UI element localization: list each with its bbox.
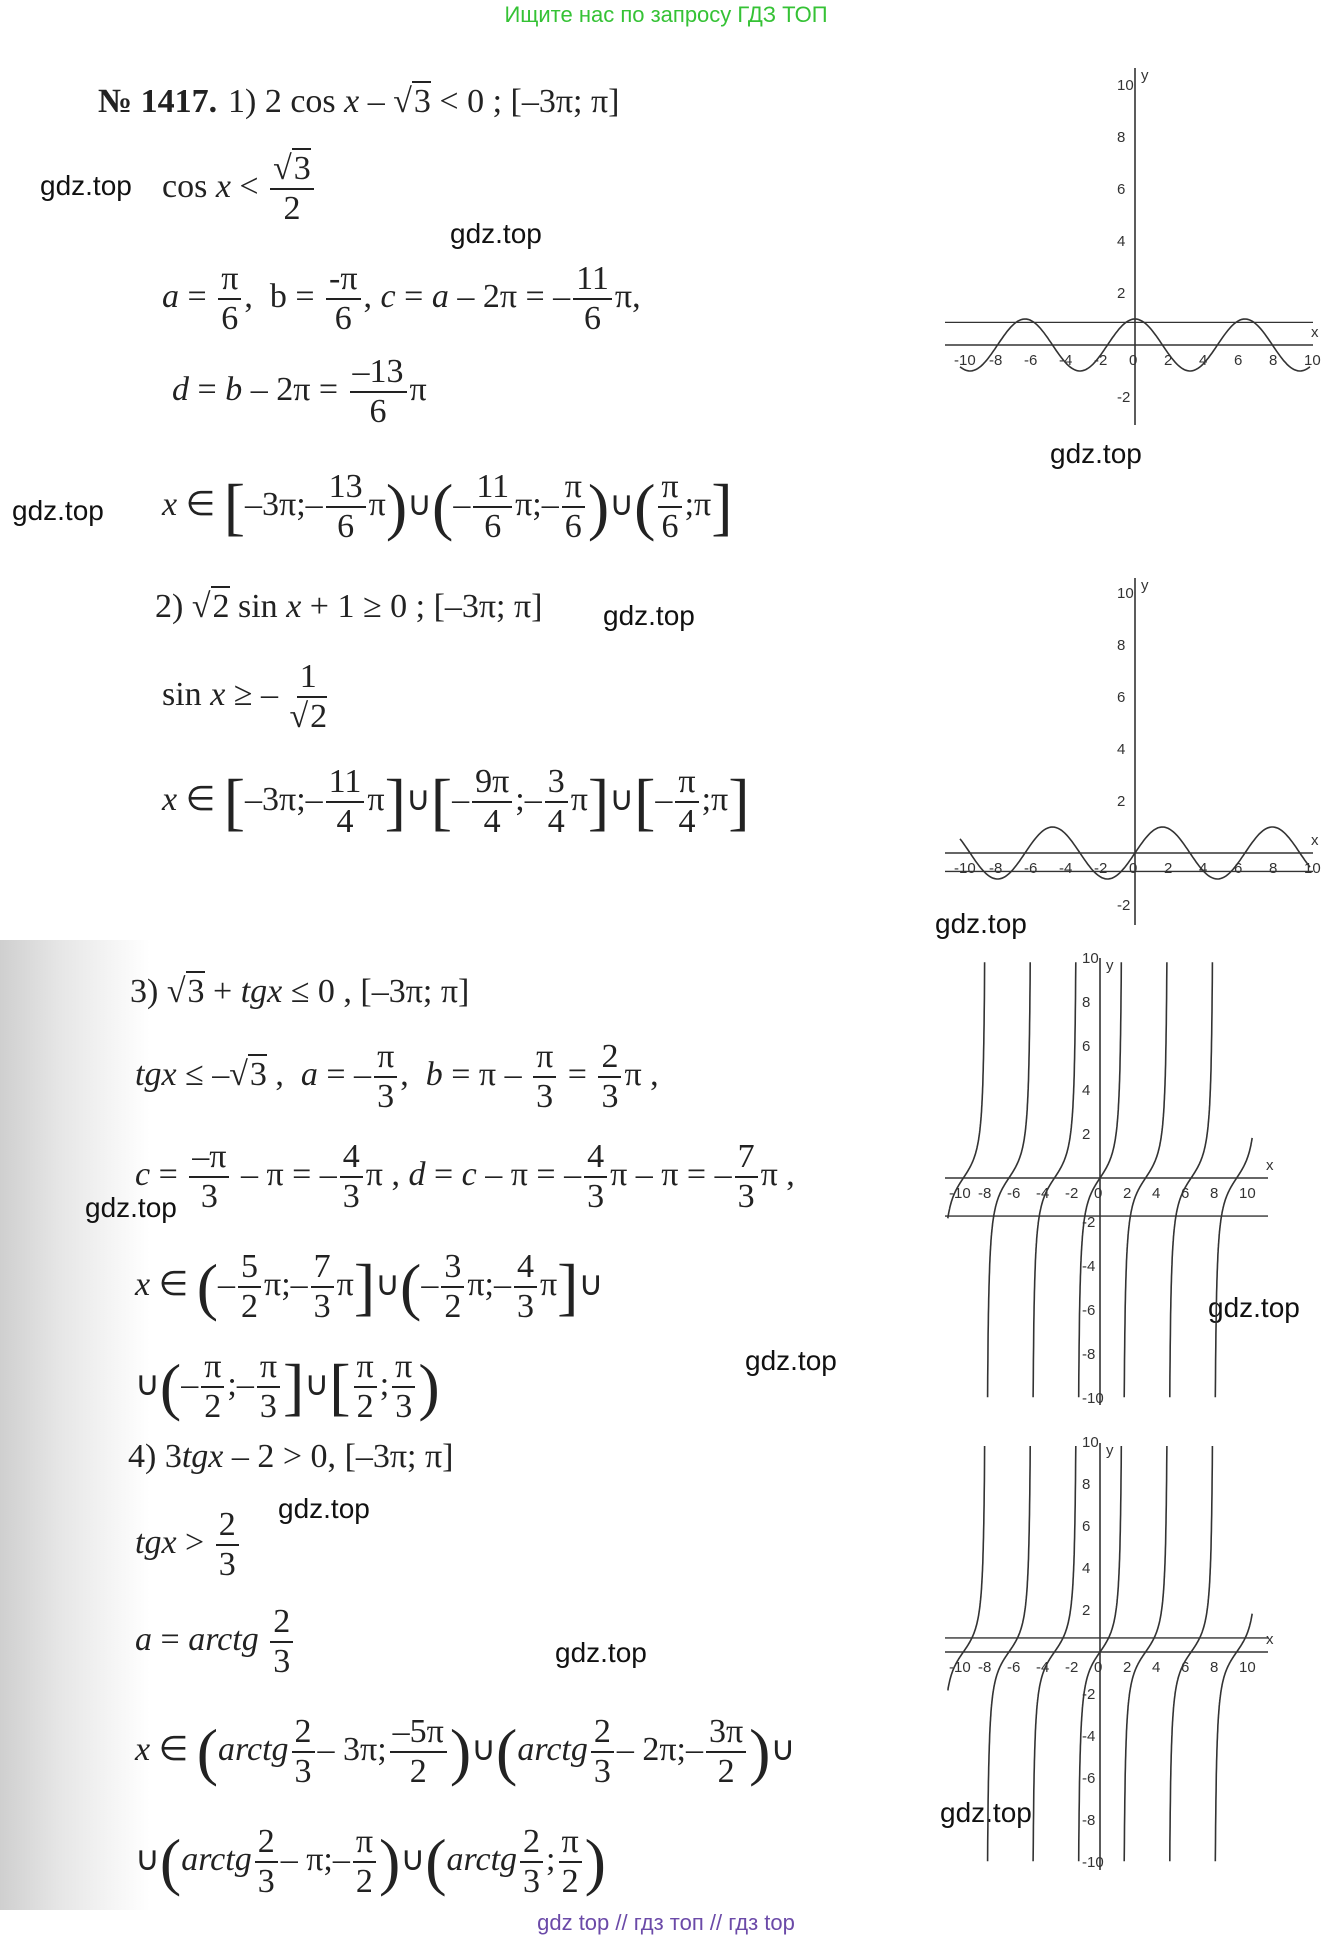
y-tick-label: -2 [1082,1214,1096,1231]
x-tick-label: 0 [1129,352,1138,369]
x-tick-label: -2 [1094,352,1108,369]
x-tick-label: -10 [954,860,976,877]
x-tick-label: -6 [1024,860,1038,877]
p1-condition: 1) 2 cos x – √3 < 0 ; [–3π; π] [228,83,620,120]
y-tick-label: 10 [1117,585,1134,602]
x-tick-label: 2 [1164,860,1173,877]
p4-label: 4) [128,1438,157,1475]
y-tick-label: 6 [1082,1038,1091,1055]
tangent-branch [1215,1138,1252,1397]
x-tick-label: -4 [1036,1659,1050,1676]
x-tick-label: -2 [1065,1659,1079,1676]
p2-interval: [–3π; π] [433,588,543,625]
x-tick-label: 8 [1269,860,1278,877]
p4-condition: 4) 3tgx – 2 > 0, [–3π; π] [128,1438,454,1475]
x-axis-label: x [1266,1631,1274,1648]
x-tick-label: 4 [1152,1659,1161,1676]
y-tick-label: -8 [1082,1812,1096,1829]
x-tick-label: 8 [1269,352,1278,369]
y-tick-label: -6 [1082,1770,1096,1787]
tangent-branch [1170,962,1213,1397]
y-tick-label: 6 [1117,181,1126,198]
x-tick-label: 10 [1304,860,1321,877]
x-axis-label: x [1311,832,1319,849]
p3-answer-line2: ∪(– $\frac{\pi}{2}$ ;– $\frac{\pi}{3}$ ]∪[ $\frac{\pi}{2}$ ; $\frac{\pi}{3}$ ) [135,1348,440,1425]
graph-sin [935,570,1325,930]
tangent-branch [948,1446,985,1690]
tangent-branch [948,962,985,1218]
p2-label: 2) [155,588,184,625]
watermark: gdz.top [940,1797,1032,1828]
x-tick-label: 10 [1304,352,1321,369]
x-tick-label: 6 [1181,1185,1190,1202]
y-tick-label: 8 [1117,637,1126,654]
tangent-branch [1124,1446,1167,1861]
p3-interval: [–3π; π] [360,973,470,1010]
x-tick-label: -4 [1036,1185,1050,1202]
watermark: gdz.top [1208,1292,1300,1323]
y-tick-label: 2 [1117,285,1126,302]
y-tick-label: 4 [1117,233,1126,250]
x-tick-label: 4 [1152,1185,1161,1202]
x-tick-label: -6 [1024,352,1038,369]
p2-answer: x ∈ [–3π;– $\frac{11}{4}$ π]∪[– $\frac{9\pi}{4}$ ;– $\frac{3}{4}$ π]∪[– $\frac{\pi}{4}$ ;π] [162,763,750,840]
x-tick-label: -10 [949,1659,971,1676]
y-tick-label: -10 [1082,1390,1104,1407]
x-tick-label: -6 [1007,1185,1021,1202]
p2-step1: sin x ≥ – $\frac{1}{√2}$ [162,658,328,735]
x-tick-label: 8 [1210,1185,1219,1202]
x-tick-label: 0 [1094,1659,1103,1676]
p1-step2: a = $\frac{\pi}{6}$ , b = $\frac{-\pi}{6}$ , c = a – 2π = – $\frac{11}{6}$ π, [162,260,641,337]
x-tick-label: 4 [1199,352,1208,369]
x-tick-label: 6 [1234,352,1243,369]
y-tick-label: -2 [1117,897,1131,914]
y-tick-label: -10 [1082,1854,1104,1871]
x-tick-label: 0 [1129,860,1138,877]
tangent-branch [988,1446,1031,1861]
y-tick-label: 10 [1117,77,1134,94]
x-tick-label: -10 [949,1185,971,1202]
x-tick-label: -8 [978,1185,992,1202]
y-tick-label: 6 [1082,1518,1091,1535]
y-tick-label: 4 [1082,1560,1091,1577]
p3-label: 3) [130,973,159,1010]
y-axis-label: y [1106,1442,1114,1459]
watermark: gdz.top [278,1493,370,1524]
y-tick-label: 2 [1082,1126,1091,1143]
y-tick-label: 4 [1117,741,1126,758]
y-tick-label: 6 [1117,689,1126,706]
x-tick-label: -2 [1094,860,1108,877]
x-tick-label: 2 [1123,1185,1132,1202]
tangent-branch [1124,962,1167,1397]
y-tick-label: -2 [1117,389,1131,406]
p1-label: 1) [228,83,257,120]
problem-number-text: № 1417. [98,83,218,120]
y-tick-label: -4 [1082,1258,1096,1275]
watermark: gdz.top [12,495,104,526]
y-tick-label: 8 [1117,129,1126,146]
y-tick-label: -2 [1082,1686,1096,1703]
y-tick-label: 10 [1082,950,1099,967]
watermark: gdz.top [40,170,132,201]
y-tick-label: -6 [1082,1302,1096,1319]
y-tick-label: 4 [1082,1082,1091,1099]
x-tick-label: -4 [1059,352,1073,369]
tangent-branch [988,962,1031,1397]
graph-tan-4 [935,1435,1280,1875]
problem-number [98,85,217,119]
y-tick-label: 8 [1082,1476,1091,1493]
p4-step1: tgx > $\frac{2}{3}$ [135,1508,242,1582]
x-tick-label: 6 [1234,860,1243,877]
p1-frac-11: 11 [473,470,512,508]
watermark: gdz.top [450,218,542,249]
tangent-branch [1033,962,1079,1397]
x-tick-label: -8 [978,1659,992,1676]
x-tick-label: -6 [1007,1659,1021,1676]
x-tick-label: -4 [1059,860,1073,877]
x-tick-label: 2 [1123,1659,1132,1676]
watermark: gdz.top [85,1192,177,1223]
scan-shadow [0,940,150,1910]
x-tick-label: -2 [1065,1185,1079,1202]
watermark: gdz.top [1050,438,1142,469]
top-banner[interactable]: Ищите нас по запросу ГДЗ ТОП [504,2,828,27]
bottom-banner[interactable]: gdz top // гдз топ // гдз top [537,1910,795,1935]
p4-interval: [–3π; π] [344,1438,454,1475]
p4-answer-line1: x ∈ (arctg $\frac{2}{3}$ – 3π; $\frac{-5\pi}{2}$ )∪(arctg $\frac{2}{3}$ – 2π;– $\frac{3\pi}{2}$ )∪ [135,1713,796,1790]
p3-step2: c = $\frac{-\pi}{3}$ – π = – $\frac{4}{3}$ π , d = c – π = – $\frac{4}{3}$ π – π = – $\frac{7}{3}$ π , [135,1138,795,1215]
graph-tan-3 [935,950,1280,1410]
y-tick-label: -8 [1082,1346,1096,1363]
x-tick-label: 0 [1094,1185,1103,1202]
p1-interval: [–3π; π] [510,83,620,120]
watermark: gdz.top [745,1345,837,1376]
y-tick-label: -4 [1082,1728,1096,1745]
p3-step1: tgx ≤ –√3 , a = – $\frac{\pi}{3}$ , b = π – $\frac{\pi}{3}$ = $\frac{2}{3}$ π , [135,1038,659,1115]
watermark: gdz.top [603,600,695,631]
graph-cos [935,60,1325,430]
x-tick-label: 6 [1181,1659,1190,1676]
p4-step2: a = arctg $\frac{2}{3}$ [135,1605,296,1679]
x-axis-label: x [1311,324,1319,341]
y-tick-label: 10 [1082,1435,1099,1451]
p3-answer-line1: x ∈ (– $\frac{5}{2}$ π;– $\frac{7}{3}$ π]∪(– $\frac{3}{2}$ π;– $\frac{4}{3}$ π]∪ [135,1248,604,1325]
y-axis-label: y [1141,67,1149,84]
x-axis-label: x [1266,1157,1274,1174]
p1-step3: d = b – 2π = $\frac{-13}{6}$ π [172,353,427,430]
y-tick-label: 2 [1117,793,1126,810]
y-tick-label: 2 [1082,1602,1091,1619]
x-tick-label: 10 [1239,1659,1256,1676]
tangent-branch [1170,1446,1213,1861]
x-tick-label: 4 [1199,860,1208,877]
p3-condition: 3) √3 + tgx ≤ 0 , [–3π; π] [130,973,470,1010]
y-axis-label: y [1106,957,1114,974]
p1-frac-13: 13 [326,470,366,508]
x-tick-label: 10 [1239,1185,1256,1202]
x-tick-label: -8 [989,860,1003,877]
tangent-branch [1033,1446,1079,1861]
y-tick-label: 8 [1082,994,1091,1011]
x-tick-label: -10 [954,352,976,369]
x-tick-label: -8 [989,352,1003,369]
watermark: gdz.top [935,908,1027,939]
tangent-branch [1215,1614,1252,1862]
y-axis-label: y [1141,577,1149,594]
x-tick-label: 8 [1210,1659,1219,1676]
p1-answer: x ∈ [–3π;– $\frac{13}{6}$ π)∪(– $\frac{11}{6}$ π;– $\frac{\pi}{6}$ )∪( $\frac{\pi}{6}$ ;π] [162,468,733,545]
x-tick-label: 2 [1164,352,1173,369]
p2-condition: 2) √2 sin x + 1 ≥ 0 ; [–3π; π] [155,588,543,625]
watermark: gdz.top [555,1637,647,1668]
p4-answer-line2: ∪(arctg $\frac{2}{3}$ – π;– $\frac{\pi}{2}$ )∪(arctg $\frac{2}{3}$ ; $\frac{\pi}{2}$ ) [135,1823,606,1900]
p1-step1: cos x < $\frac{√3}{2}$ [162,152,317,226]
